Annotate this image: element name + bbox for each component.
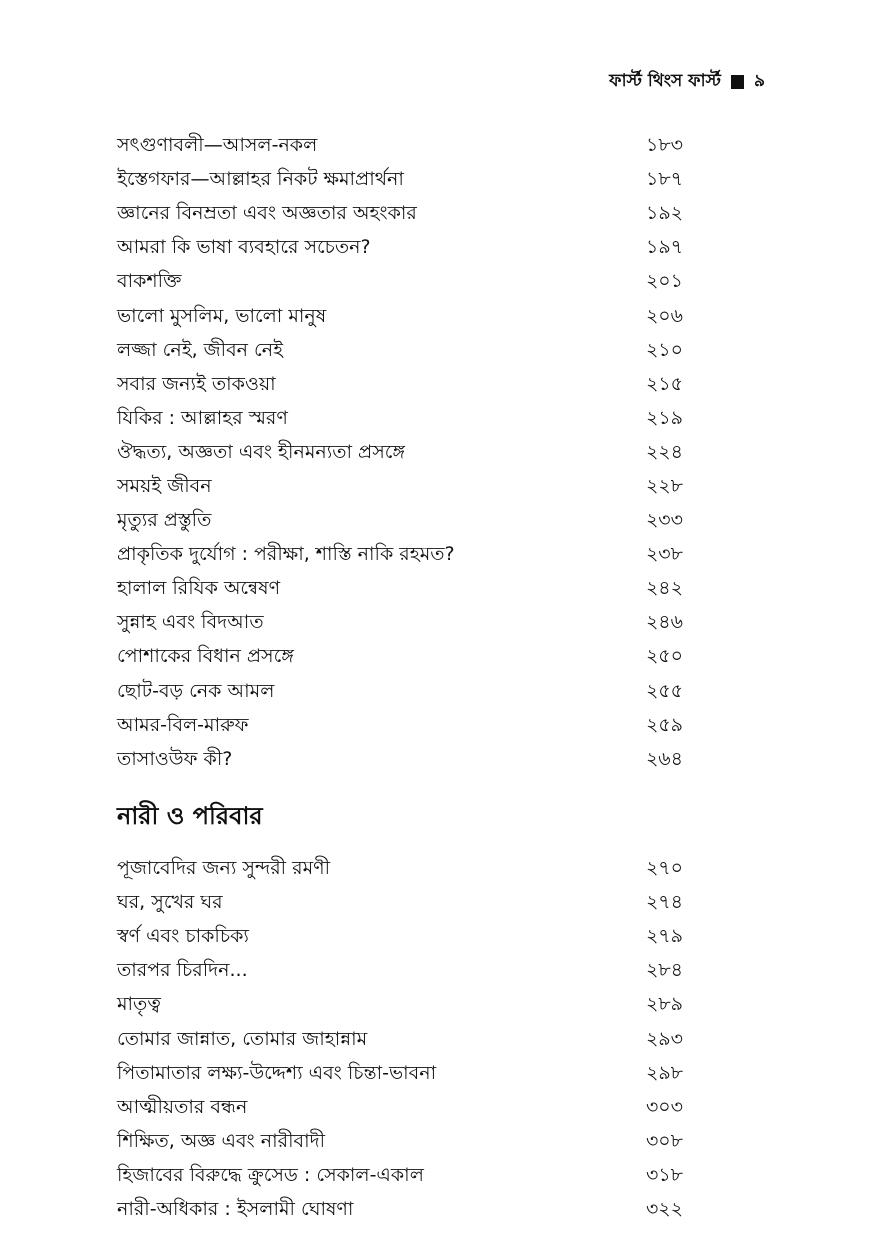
toc-entry-title: শিক্ষিত, অজ্ঞ এবং নারীবাদী	[117, 1129, 326, 1152]
toc-entry-title: আমর-বিল-মারুফ	[117, 713, 249, 736]
section-heading: নারী ও পরিবার	[117, 802, 263, 830]
toc-row	[117, 639, 683, 673]
toc-entry-title: সময়ই জীবন	[117, 474, 212, 497]
toc-entry-title: আমরা কি ভাষা ব্যবহারে সচেতন?	[117, 236, 371, 259]
toc-entry-page: ২২৮	[645, 474, 683, 497]
toc-entry-title: তোমার জান্নাত, তোমার জাহান্নাম	[117, 1027, 368, 1050]
square-bullet-icon	[731, 75, 744, 89]
toc-entry-page: ২২৪	[645, 440, 683, 463]
toc-entry-page: ২৫৯	[645, 713, 683, 736]
toc-row	[117, 851, 683, 885]
toc-entry-page: ৩২২	[645, 1197, 683, 1220]
toc-row	[117, 1158, 683, 1192]
toc-row	[117, 128, 683, 162]
toc-row	[117, 230, 683, 264]
toc-entry-page: ২৪৬	[645, 611, 683, 634]
toc-entry-page: ২৯৩	[645, 1027, 683, 1050]
toc-row	[117, 1090, 683, 1124]
toc-entry-title: সবার জন্যই তাকওয়া	[117, 372, 276, 395]
toc-entry-title: ভালো মুসলিম, ভালো মানুষ	[117, 304, 327, 327]
toc-entry-page: ২৭৪	[645, 891, 683, 914]
toc-entry-title: প্রাকৃতিক দুর্যোগ : পরীক্ষা, শাস্তি নাকি রহমত?	[117, 543, 455, 566]
toc-row	[117, 537, 683, 571]
toc-row	[117, 708, 683, 742]
toc-row	[117, 1056, 683, 1090]
toc-entry-page: ১৯৭	[645, 236, 683, 259]
running-title: ফার্স্ট থিংস ফার্স্ট	[609, 71, 721, 91]
toc-entry-page: ২৪২	[645, 577, 683, 600]
toc-row	[117, 742, 683, 776]
toc-entry-page: ২৮৪	[645, 959, 683, 982]
running-header	[609, 68, 765, 96]
toc-row	[117, 435, 683, 469]
toc-entry-title: যিকির : আল্লাহর স্মরণ	[117, 406, 288, 429]
toc-row	[117, 503, 683, 537]
toc-entry-title: সৎগুণাবলী—আসল-নকল	[117, 134, 318, 157]
toc-row	[117, 885, 683, 919]
toc-entry-page: ২১৯	[645, 406, 683, 429]
toc-row	[117, 987, 683, 1021]
toc-row	[117, 401, 683, 435]
toc-entry-title: পোশাকের বিধান প্রসঙ্গে	[117, 645, 294, 668]
toc-row	[117, 264, 683, 298]
toc-entry-title: হালাল রিযিক অন্বেষণ	[117, 577, 281, 600]
toc-row	[117, 1124, 683, 1158]
toc-entry-title: লজ্জা নেই, জীবন নেই	[117, 338, 283, 361]
toc-entry-page: ৩০৮	[645, 1129, 683, 1152]
toc-entry-title: হিজাবের বিরুদ্ধে ক্রুসেড : সেকাল-একাল	[117, 1163, 424, 1186]
toc-entry-title: পিতামাতার লক্ষ্য-উদ্দেশ্য এবং চিন্তা-ভাবনা	[117, 1061, 437, 1084]
toc-list-top	[117, 128, 683, 776]
toc-row	[117, 674, 683, 708]
toc-entry-title: ছোট-বড় নেক আমল	[117, 679, 275, 702]
toc-entry-page: ১৮৩	[645, 134, 683, 157]
toc-entry-title: তাসাওউফ কী?	[117, 747, 233, 770]
toc-row	[117, 1021, 683, 1055]
toc-row	[117, 298, 683, 332]
toc-entry-page: ২৮৯	[645, 993, 683, 1016]
toc-row	[117, 571, 683, 605]
toc-row	[117, 919, 683, 953]
toc-row	[117, 162, 683, 196]
toc-entry-title: বাকশক্তি	[117, 270, 182, 293]
toc-entry-page: ২০১	[645, 270, 683, 293]
toc-entry-page: ২০৬	[645, 304, 683, 327]
toc-row	[117, 367, 683, 401]
toc-entry-page: ২৬৪	[645, 747, 683, 770]
toc-entry-title: সুন্নাহ এবং বিদআত	[117, 611, 264, 634]
toc-entry-page: ৩১৮	[645, 1163, 683, 1186]
toc-entry-title: স্বর্ণ এবং চাকচিক্য	[117, 925, 249, 948]
toc-entry-page: ২৩৩	[645, 509, 683, 532]
toc-entry-title: নারী-অধিকার : ইসলামী ঘোষণা	[117, 1197, 354, 1220]
toc-row	[117, 196, 683, 230]
toc-entry-title: জ্ঞানের বিনম্রতা এবং অজ্ঞতার অহংকার	[117, 202, 417, 225]
toc-entry-page: ২৯৮	[645, 1061, 683, 1084]
toc-entry-page: ২৭৯	[645, 925, 683, 948]
toc-entry-page: ৩০৩	[645, 1095, 683, 1118]
toc-entry-page: ২৭০	[645, 857, 683, 880]
toc-entry-title: মৃত্যুর প্রস্তুতি	[117, 509, 212, 532]
toc-entry-title: ইস্তেগফার—আল্লাহর নিকট ক্ষমাপ্রার্থনা	[117, 168, 404, 191]
toc-entry-title: ঔদ্ধত্য, অজ্ঞতা এবং হীনমন্যতা প্রসঙ্গে	[117, 440, 405, 463]
toc-row	[117, 605, 683, 639]
toc-entry-page: ২৫৫	[645, 679, 683, 702]
toc-entry-page: ২১৫	[645, 372, 683, 395]
toc-entry-title: ঘর, সুখের ঘর	[117, 891, 223, 914]
toc-row	[117, 1192, 683, 1226]
toc-entry-page: ২৫০	[645, 645, 683, 668]
toc-entry-page: ১৮৭	[645, 168, 683, 191]
toc-entry-title: পূজাবেদির জন্য সুন্দরী রমণী	[117, 857, 331, 880]
toc-list-bottom	[117, 851, 683, 1226]
toc-entry-page: ২১০	[645, 338, 683, 361]
toc-entry-title: মাতৃত্ব	[117, 993, 161, 1016]
toc-entry-title: আত্মীয়তার বন্ধন	[117, 1095, 248, 1118]
toc-row	[117, 469, 683, 503]
toc-entry-page: ১৯২	[645, 202, 683, 225]
toc-row	[117, 953, 683, 987]
toc-entry-page: ২৩৮	[645, 543, 683, 566]
folio-page-number: ৯	[753, 71, 765, 91]
toc-row	[117, 333, 683, 367]
toc-entry-title: তারপর চিরদিন...	[117, 959, 248, 982]
